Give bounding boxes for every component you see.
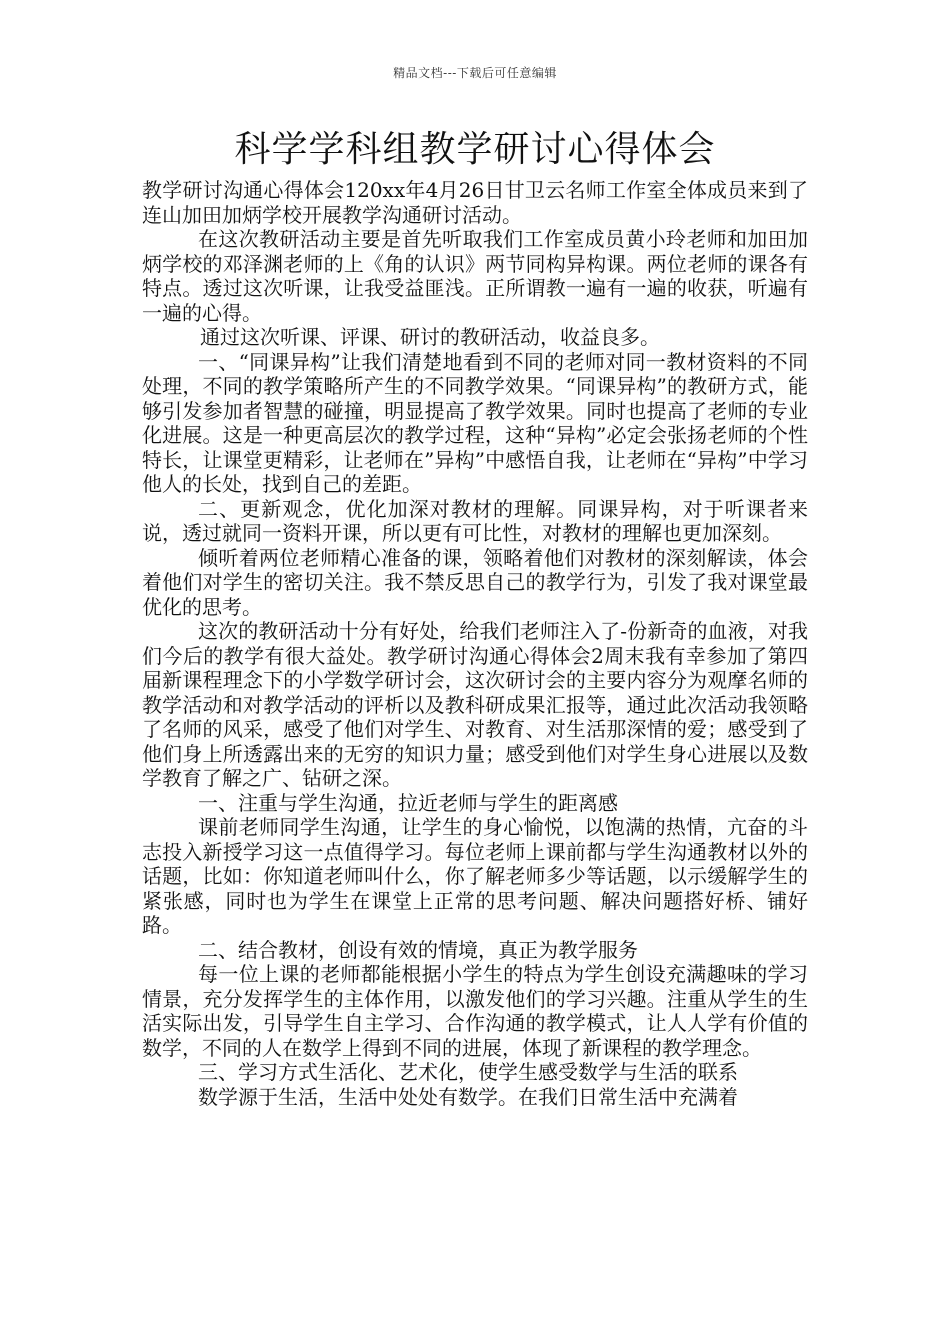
paragraph: 倾听着两位老师精心准备的课，领略着他们对教材的深刻解读，体会着他们对学生的密切关注。我不禁反思自己的教学行为，引发了我对课堂最优化的思考。 bbox=[142, 545, 808, 619]
document-title: 科学学科组教学研讨心得体会 bbox=[234, 129, 716, 170]
paragraph: 在这次教研活动主要是首先听取我们工作室成员黄小玲老师和加田加炳学校的邓泽渊老师的上《角的认识》两节同构异构课。两位老师的课各有特点。透过这次听课，让我受益匪浅。正所谓教一遍有一遍的收获，听遍有一遍的心得。 bbox=[142, 227, 808, 325]
section-heading: 二、结合教材，创设有效的情境，真正为教学服务 bbox=[198, 937, 638, 962]
paragraph: 教学研讨沟通心得体会120xx年4月26日甘卫云名师工作室全体成员来到了连山加田加炳学校开展教学沟通研讨活动。 bbox=[142, 178, 808, 227]
paragraph: 这次的教研活动十分有好处，给我们老师注入了-份新奇的血液，对我们今后的教学有很大益处。教学研讨沟通心得体会2周末我有幸参加了第四届新课程理念下的小学数学研讨会，这次研讨会的主要内容分为观摩名师的教学活动和对教学活动的评析以及教科研成果汇报等，通过此次活动我领略了名师的风采，感受了他们对学生、对教育、对生活那深情的爱；感受到了他们身上所透露出来的无穷的知识力量；感受到他们对学生身心进展以及数学教育了解之广、钻研之深。 bbox=[142, 619, 808, 790]
paragraph: 二、更新观念，优化加深对教材的理解。同课异构，对于听课者来说，透过就同一资料开课，所以更有可比性，对教材的理解也更加深刻。 bbox=[142, 496, 808, 545]
section-heading: 一、注重与学生沟通，拉近老师与学生的距离感 bbox=[198, 790, 618, 815]
paragraph: 数学源于生活，生活中处处有数学。在我们日常生活中充满着 bbox=[198, 1084, 738, 1109]
paragraph: 一、“同课异构”让我们清楚地看到不同的老师对同一教材资料的不同处理，不同的教学策略所产生的不同教学效果。“同课异构”的教研方式，能够引发参加者智慧的碰撞，明显提高了教学效果。同时也提高了老师的专业化进展。这是一种更高层次的教学过程，这种“异构”必定会张扬老师的个性特长，让课堂更精彩，让老师在”异构”中感悟自我，让老师在“异构”中学习他人的长处，找到自己的差距。 bbox=[142, 349, 808, 496]
paragraph: 通过这次听课、评课、研讨的教研活动，收益良多。 bbox=[200, 325, 660, 349]
document-body bbox=[142, 178, 808, 1109]
paragraph: 课前老师同学生沟通，让学生的身心愉悦，以饱满的热情，亢奋的斗志投入新授学习这一点值得学习。每位老师上课前都与学生沟通教材以外的话题，比如：你知道老师叫什么，你了解老师多少等话题，以示缓解学生的紧张感，同时也为学生在课堂上正常的思考问题、解决问题搭好桥、铺好路。 bbox=[142, 815, 808, 937]
paragraph: 每一位上课的老师都能根据小学生的特点为学生创设充满趣味的学习情景，充分发挥学生的主体作用，以激发他们的学习兴趣。注重从学生的生活实际出发，引导学生自主学习、合作沟通的教学模式，让人人学有价值的数学，不同的人在数学上得到不同的进展，体现了新课程的教学理念。 bbox=[142, 962, 808, 1060]
section-heading: 三、学习方式生活化、艺术化，使学生感受数学与生活的联系 bbox=[198, 1060, 738, 1084]
header-note: 精品文档---下载后可任意编辑 bbox=[393, 66, 557, 80]
